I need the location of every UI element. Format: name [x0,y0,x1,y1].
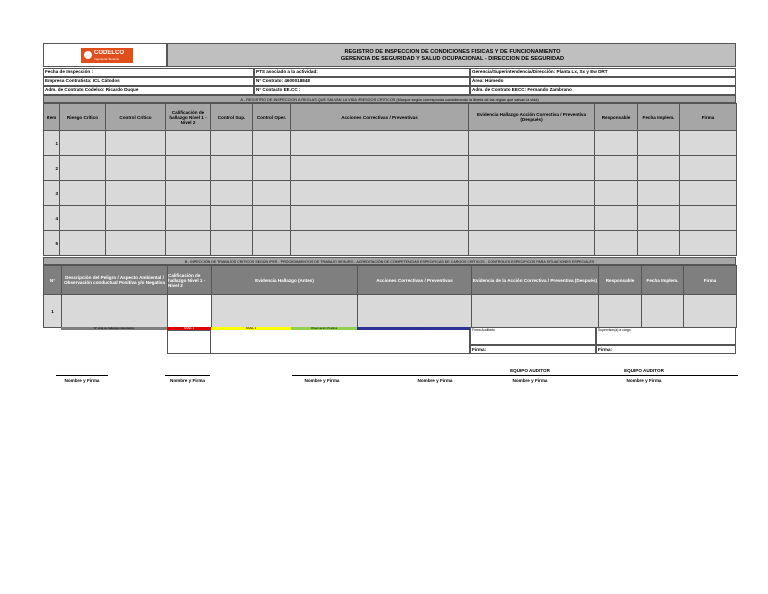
cell[interactable] [291,231,469,256]
section-b-title: B.- INPECCIÓN DE TRABAJOS CRITICOS SEGÚN IPER - PROCEDIMIENTOS DE TRABAJO SEGURO - ACREDITACIÓN DE COMPETENCIAS ESPECIFICAS DE CARGOS CRÍTICOS - CONTROLES ESPECIFICOS PARA SITUACIONES ESPECIALES [43,257,736,265]
area-field[interactable]: Área: Húmedo [470,77,736,86]
logo-subtitle: Ingeniería Teniente [94,57,120,61]
cell[interactable] [166,156,211,181]
table-row [44,156,737,181]
fecha-inspeccion-field[interactable]: Fecha de Inspección : [43,68,254,77]
cell[interactable] [106,181,166,206]
signature-line-1 [56,375,108,376]
cell[interactable] [253,206,291,231]
col-evidencia: Evidencia Hallazgo Acción Correctiva / Preventiva (Después) [469,104,595,131]
cell[interactable] [595,156,638,181]
contrato-field[interactable]: N° Contrato: 4600018848 [254,77,470,86]
signature-label: Nombre y Firma [64,378,100,383]
signature-label: Nombre y Firma [626,378,662,383]
firma-field-1[interactable]: Firma: [470,345,596,354]
cell[interactable] [638,231,680,256]
cell[interactable] [253,181,291,206]
col-acciones: Acciones Correctivas / Preventivas [291,104,469,131]
col-responsable: Responsable [595,104,638,131]
col-control-oper: Control Oper. [253,104,291,131]
cell[interactable] [253,156,291,181]
cell[interactable] [638,181,680,206]
table-row [44,181,737,206]
col-fecha: Fecha Implem. [638,104,680,131]
cell[interactable] [638,131,680,156]
cell[interactable] [642,295,684,328]
signature-label: Nombre y Firma [417,378,453,383]
cell[interactable] [106,131,166,156]
signature-label: Nombre y Firma [512,378,548,383]
col-control-critico: Control Crítico [106,104,166,131]
cell[interactable] [60,181,106,206]
section-a-table [43,103,737,256]
cell[interactable] [595,206,638,231]
cell[interactable] [291,131,469,156]
cell[interactable] [684,295,737,328]
cell[interactable] [211,231,253,256]
col-firma: Firma [680,104,737,131]
cell[interactable] [680,206,737,231]
col-control-sup: Control Sup. [211,104,253,131]
empresa-field[interactable]: Empresa Contratista: ICL Cátodos [43,77,254,86]
title-box [167,43,736,67]
section-a-title: A.- REGISTRO DE INSPECCION A REGLAS QUE SALVAN LA VIDA /RIESGOS CRITICOS (Marque según corresponda considerando la libreta de las reglas que salvan la vida) [43,95,736,103]
negativa-swatch: Observación Negativa [357,327,470,330]
cell[interactable] [60,231,106,256]
page-title: REGISTRO DE INSPECCIÓN DE CONDICIONES FÍSICAS Y DE FUNCIONAMIENTO [344,49,561,55]
section-a-header-row [44,104,737,131]
cell[interactable] [166,181,211,206]
nivel1-box[interactable] [167,330,211,354]
cell[interactable] [469,181,595,206]
cell[interactable] [253,231,291,256]
nivel2-swatch: NIVEL 2 [211,327,291,330]
firma-field-2[interactable]: Firma: [596,345,736,354]
cell[interactable] [595,131,638,156]
codelco-emblem-icon [84,51,92,59]
col-acciones: Acciones Correctivas / Preventivas [358,266,472,295]
col-riesgo-critico: Riesgo Crítico [60,104,106,131]
cell[interactable] [60,206,106,231]
col-calificacion: Calificación de hallazgo Nivel 1 - Nivel 2 [166,104,211,131]
cell[interactable] [211,181,253,206]
positiva-swatch: Observación Positiva [291,327,357,330]
table-row [44,295,737,328]
cell[interactable] [168,295,212,328]
adm-codelco-field[interactable]: Adm. de Contrato Codelco: Ricardo Duque [43,86,254,95]
gerencia-field[interactable]: Gerencia/Superintendencia/Dirección: Planta Lx, Sx y Ew DRT [470,68,736,77]
cell[interactable] [166,231,211,256]
cell[interactable] [211,131,253,156]
col-calificacion: Calificación de hallazgo Nivel 1 - Nivel 2 [168,266,212,295]
col-firma: Firma [684,266,737,295]
cell[interactable] [166,131,211,156]
table-row [44,231,737,256]
cell[interactable] [291,206,469,231]
col-fecha: Fecha Implem. [642,266,684,295]
cell[interactable] [166,206,211,231]
col-numero: N° [44,266,62,295]
signature-line-3 [292,375,738,376]
col-item: Item [44,104,60,131]
row-number: 4 [44,206,60,231]
cell[interactable] [469,231,595,256]
cell[interactable] [60,156,106,181]
cell[interactable] [106,206,166,231]
row-number: 2 [44,156,60,181]
cell[interactable] [212,295,358,328]
adm-eecc-field[interactable]: Adm. de Contrato EECC: Fernando Zambrano [470,86,736,95]
cell[interactable] [291,156,469,181]
equipo-auditor-2: EQUIPO AUDITOR [624,368,664,373]
codelco-logo [81,48,133,63]
firma-auditado-label: Firma Auditado [470,327,596,345]
cell[interactable] [595,181,638,206]
cell[interactable] [291,181,469,206]
cell[interactable] [680,231,737,256]
signature-label: Nombre y Firma [304,378,340,383]
logo-text: CODELCO [94,50,124,56]
cell[interactable] [106,156,166,181]
cell[interactable] [680,181,737,206]
cell[interactable] [62,295,168,328]
cell[interactable] [60,131,106,156]
cell[interactable] [595,231,638,256]
logo-box [43,43,167,67]
col-evidencia-despues: Evidencia de la Acción Correctiva / Preventiva (Después) [472,266,599,295]
row-number: 1 [44,131,60,156]
total-hallazgos-label: N° total de hallazgos detectados [61,327,167,330]
cell[interactable] [680,131,737,156]
col-evidencia-antes: Evidencia Hallazgo (Antes) [212,266,358,295]
page-subtitle: GERENCIA DE SEGURIDAD Y SALUD OCUPACIONAL - DIRECCIÓN DE SEGURIDAD [340,56,565,62]
cell[interactable] [638,156,680,181]
cell[interactable] [469,206,595,231]
cell[interactable] [469,156,595,181]
cell[interactable] [358,295,472,328]
supervisor-cargo-label: Supervisor(a) a cargo [596,327,736,345]
row-number: 1 [44,295,62,328]
cell[interactable] [472,295,599,328]
footer-cells [211,330,470,354]
nivel1-swatch: NIVEL 1 [167,327,211,330]
pts-field[interactable]: PTS asociado a la actividad: [254,68,470,77]
signature-line-2 [165,375,210,376]
cell[interactable] [211,206,253,231]
cell[interactable] [599,295,642,328]
table-row [44,131,737,156]
table-row [44,206,737,231]
cell[interactable] [211,156,253,181]
contacto-field[interactable]: N° Contacto EE.CC : [254,86,470,95]
equipo-auditor-1: EQUIPO AUDITOR [510,368,550,373]
row-number: 5 [44,231,60,256]
cell[interactable] [680,156,737,181]
cell[interactable] [469,131,595,156]
cell[interactable] [638,206,680,231]
row-number: 3 [44,181,60,206]
cell[interactable] [106,231,166,256]
section-b-header-row [44,266,737,295]
section-b-table [43,265,737,328]
cell[interactable] [253,131,291,156]
signature-label: Nombre y Firma [170,378,205,383]
col-descripcion: Descripción del Peligro / Aspecto Ambiental / Observación conductual Positiva y/o Negativa [62,266,168,295]
col-responsable: Responsable [599,266,642,295]
